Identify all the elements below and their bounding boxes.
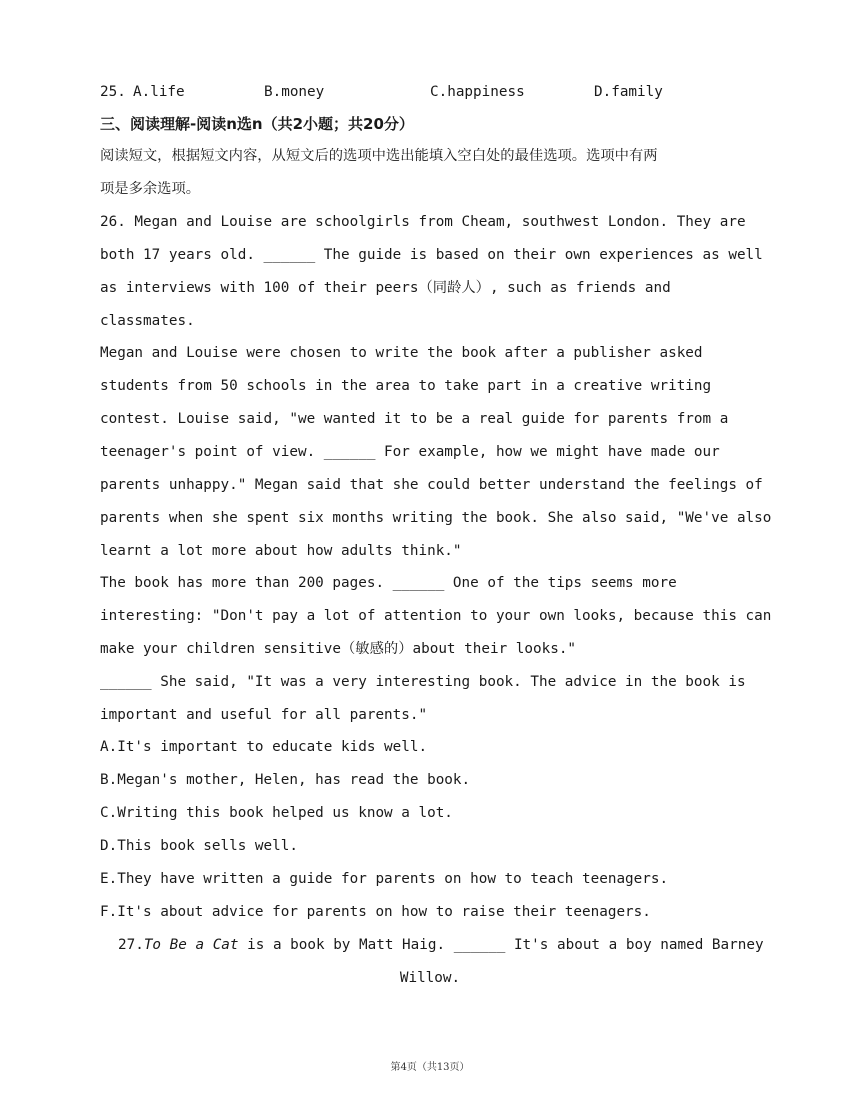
q26-line-14: make your children sensitive（敏感的）about their looks." [100,641,577,657]
q26-line-4: classmates. [100,313,195,329]
q26-option-d: D.This book sells well. [100,838,298,854]
q26-line-8: teenager's point of view. ______ For example, how we might have made our [100,444,720,460]
q26-line-2: both 17 years old. ______ The guide is based on their own experiences as well [100,247,763,263]
q26-line-5: Megan and Louise were chosen to write the book after a publisher asked [100,345,703,361]
q26-line-16: important and useful for all parents." [100,707,428,723]
q25-number: 25. [100,84,126,100]
q26-line-3: as interviews with 100 of their peers（同龄人）, such as friends and [100,280,671,296]
page-footer: 第4页（共13页） [390,1062,470,1073]
q26-line-1: 26. Megan and Louise are schoolgirls from Cheam, southwest London. They are [100,214,746,230]
q25-options-row [100,82,800,102]
q26-option-c: C.Writing this book helped us know a lot. [100,805,453,821]
q27-line-1 [118,935,764,955]
q26-option-e: E.They have written a guide for parents on how to teach teenagers. [100,871,669,887]
q26-line-15: ______ She said, "It was a very interesting book. The advice in the book is [100,674,746,690]
q27-number: 27. [118,937,144,953]
q27-line-2: Willow. [399,970,461,986]
section-heading: 三、阅读理解-阅读n选n（共2小题；共20分） [100,115,414,133]
instructions-line-2: 项是多余选项。 [100,181,201,197]
q26-option-b: B.Megan's mother, Helen, has read the book. [100,772,471,788]
q26-option-a: A.It's important to educate kids well. [100,739,428,755]
q26-line-10: parents when she spent six months writing the book. She also said, "We've also [100,510,772,526]
q25-option-a: A.life [133,84,185,100]
q26-option-f: F.It's about advice for parents on how to raise their teenagers. [100,904,651,920]
instructions-line-1: 阅读短文，根据短文内容，从短文后的选项中选出能填入空白处的最佳选项。选项中有两 [100,148,658,164]
q27-text: is a book by Matt Haig. ______ It's about a boy named Barney [238,937,764,953]
q26-line-9: parents unhappy." Megan said that she could better understand the feelings of [100,477,763,493]
q26-line-6: students from 50 schools in the area to take part in a creative writing [100,378,712,394]
q27-book-title: To Be a Cat [143,937,239,953]
q26-line-13: interesting: "Don't pay a lot of attention to your own looks, because this can [100,608,772,624]
q25-option-d: D.family [594,84,663,100]
q26-line-12: The book has more than 200 pages. ______ One of the tips seems more [100,575,677,591]
q25-option-c: C.happiness [430,84,525,100]
q25-option-b: B.money [264,84,325,100]
q26-line-7: contest. Louise said, "we wanted it to be a real guide for parents from a [100,411,729,427]
q26-line-11: learnt a lot more about how adults think." [100,543,462,559]
